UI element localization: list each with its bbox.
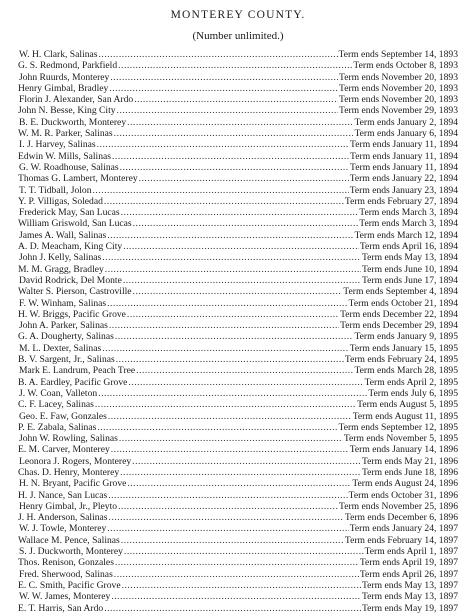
list-item	[18, 275, 458, 286]
officer-name: G. S. Redmond, Parkfield	[18, 60, 118, 72]
term-end: Term ends May 13, 1894	[361, 252, 458, 264]
term-end: Term ends January 11, 1894	[350, 139, 458, 151]
list-item	[18, 377, 458, 388]
list-item	[18, 569, 458, 580]
officer-name: Florin J. Alexander, San Ardo	[19, 94, 134, 106]
officer-name: Edwin W. Mills, Salinas	[18, 150, 112, 162]
list-item	[18, 501, 458, 512]
leader-dots	[123, 275, 361, 286]
leader-dots	[99, 49, 338, 60]
list-item	[18, 444, 458, 455]
officer-name: Leonora J. Rogers, Monterey	[19, 455, 132, 467]
list-item	[18, 207, 458, 218]
leader-dots	[107, 230, 353, 241]
term-end: Term ends December 22, 1894	[340, 308, 458, 320]
officer-name: C. F. Lacey, Salinas	[18, 399, 94, 411]
list-item	[18, 173, 458, 184]
leader-dots	[109, 83, 338, 94]
officer-name: E. T. Harris, San Ardo	[18, 602, 104, 614]
term-end: Term ends January 24, 1897	[349, 523, 458, 535]
term-end: Term ends October 31, 1896	[348, 489, 458, 501]
officer-name: G. W. Roadhouse, Salinas	[19, 161, 119, 173]
list-item	[18, 557, 458, 568]
term-end: Term ends January 2, 1894	[354, 116, 458, 128]
officer-name: John J. Kelly, Salinas	[19, 252, 102, 264]
list-item	[18, 94, 458, 105]
leader-dots	[104, 603, 361, 614]
list-item	[18, 456, 458, 467]
leader-dots	[128, 377, 363, 388]
list-item	[18, 343, 458, 354]
leader-dots	[97, 422, 337, 433]
leader-dots	[127, 309, 339, 320]
leader-dots	[114, 569, 359, 580]
term-end: Term ends June 18, 1896	[361, 466, 458, 478]
leader-dots	[93, 185, 349, 196]
leader-dots	[114, 128, 354, 139]
term-end: Term ends October 21, 1894	[348, 297, 458, 309]
officer-name: S. J. Duckworth, Monterey	[19, 546, 123, 558]
list-item	[18, 535, 458, 546]
term-end: Term ends March 28, 1895	[354, 365, 458, 377]
leader-dots	[109, 512, 344, 523]
term-end: Term ends November 29, 1893	[339, 105, 458, 117]
list-item	[18, 151, 458, 162]
list-item	[18, 309, 458, 320]
officer-name: H. W. Briggs, Pacific Grove	[18, 308, 126, 320]
officer-name: John A. Parker, Salinas	[19, 320, 108, 332]
officer-name: T. T. Tidball, Jolon	[19, 184, 92, 196]
list-item	[18, 252, 458, 263]
officer-name: H. J. Nance, San Lucas	[18, 489, 108, 501]
leader-dots	[136, 365, 353, 376]
officer-name: John Ruurds, Monterey	[19, 71, 110, 83]
officer-name: William Griswold, San Lucas	[18, 218, 132, 230]
term-end: Term ends June 10, 1894	[361, 263, 458, 275]
list-item	[18, 478, 458, 489]
term-end: Term ends April 1, 1897	[364, 546, 458, 558]
leader-dots	[133, 218, 359, 229]
term-end: Term ends May 21, 1896	[361, 455, 458, 467]
officer-name: J. H. Anderson, Salinas	[18, 512, 108, 524]
term-end: Term ends November 20, 1893	[339, 94, 458, 106]
officer-name: H. N. Bryant, Pacific Grove	[19, 478, 127, 490]
term-end: Term ends May 13, 1897	[361, 579, 458, 591]
officer-name: W. H. Clark, Salinas	[19, 49, 98, 60]
list-item	[18, 162, 458, 173]
leader-dots	[95, 399, 356, 410]
term-end: Term ends September 14, 1893	[338, 49, 458, 60]
leader-dots	[102, 252, 361, 263]
officer-name: B. A. Eardley, Pacific Grove	[18, 376, 128, 388]
leader-dots	[123, 241, 359, 252]
leader-dots	[121, 207, 359, 218]
list-item	[18, 388, 458, 399]
term-end: Term ends November 5, 1895	[343, 433, 458, 445]
officer-name: Henry Gimbal, Jr., Pleyto	[19, 500, 118, 512]
officer-name: James A. Wall, Salinas	[19, 229, 107, 241]
term-end: Term ends April 16, 1894	[359, 241, 458, 253]
officer-name: P. E. Zabala, Salinas	[18, 421, 97, 433]
leader-dots	[98, 388, 367, 399]
list-item	[18, 105, 458, 116]
term-end: Term ends May 19, 1897	[361, 602, 458, 614]
term-end: Term ends September 12, 1895	[338, 421, 458, 433]
leader-dots	[105, 264, 361, 275]
list-item	[18, 298, 458, 309]
officer-name: E. M. Carver, Monterey	[18, 444, 110, 456]
leader-dots	[118, 501, 338, 512]
officer-name: Mark E. Landrum, Peach Tree	[19, 365, 136, 377]
leader-dots	[118, 60, 352, 71]
officer-name: Henry Gimbal, Bradley	[18, 82, 109, 94]
officer-name: David Rodrick, Del Monte	[19, 274, 122, 286]
list-item	[18, 117, 458, 128]
list-item	[18, 286, 458, 297]
officer-list	[18, 49, 458, 614]
term-end: Term ends May 13, 1897	[361, 591, 458, 603]
list-item	[18, 580, 458, 591]
leader-dots	[122, 580, 361, 591]
term-end: Term ends April 19, 1897	[359, 557, 458, 569]
leader-dots	[127, 117, 353, 128]
list-item	[18, 591, 458, 602]
term-end: Term ends January 9, 1895	[354, 331, 458, 343]
leader-dots	[111, 444, 349, 455]
leader-dots	[120, 162, 349, 173]
list-item	[18, 320, 458, 331]
list-item	[18, 433, 458, 444]
leader-dots	[119, 433, 343, 444]
officer-name: Frederick May, San Lucas	[19, 207, 120, 219]
list-item	[18, 241, 458, 252]
list-item	[18, 603, 458, 614]
leader-dots	[115, 331, 354, 342]
leader-dots	[112, 151, 349, 162]
term-end: Term ends March 3, 1894	[359, 218, 458, 230]
leader-dots	[139, 173, 349, 184]
list-item	[18, 399, 458, 410]
list-item	[18, 230, 458, 241]
officer-name: I. J. Harvey, Salinas	[19, 139, 96, 151]
list-item	[18, 546, 458, 557]
leader-dots	[111, 591, 361, 602]
leader-dots	[104, 196, 344, 207]
leader-dots	[97, 139, 349, 150]
term-end: Term ends March 3, 1894	[359, 207, 458, 219]
term-end: Term ends November 25, 1896	[339, 500, 458, 512]
leader-dots	[116, 354, 344, 365]
officer-name: B. E. Duckworth, Monterey	[19, 116, 127, 128]
officer-name: W. M. R. Parker, Salinas	[18, 128, 113, 140]
term-end: Term ends August 11, 1895	[352, 410, 458, 422]
leader-dots	[127, 478, 351, 489]
term-end: Term ends January 15, 1895	[349, 342, 458, 354]
term-end: Term ends August 5, 1895	[357, 399, 458, 411]
term-end: Term ends July 6, 1895	[368, 387, 458, 399]
officer-name: Fred. Sherwood, Salinas	[19, 568, 113, 580]
officer-name: M. L. Dexter, Salinas	[19, 342, 102, 354]
term-end: Term ends September 4, 1894	[343, 286, 458, 298]
term-end: Term ends January 22, 1894	[349, 173, 458, 185]
list-item	[18, 523, 458, 534]
leader-dots	[107, 298, 347, 309]
officer-name: Y. P. Villigas, Soledad	[18, 195, 103, 207]
term-end: Term ends February 27, 1894	[344, 195, 458, 207]
list-item	[18, 218, 458, 229]
list-item	[18, 196, 458, 207]
leader-dots	[108, 411, 352, 422]
list-item	[18, 60, 458, 71]
term-end: Term ends October 8, 1893	[353, 60, 458, 72]
leader-dots	[120, 467, 361, 478]
term-end: Term ends April 2, 1895	[364, 376, 458, 388]
officer-name: Walter S. Pierson, Castroville	[18, 286, 132, 298]
term-end: Term ends January 11, 1894	[350, 161, 458, 173]
officer-name: Chas. D. Henry, Monterey	[18, 466, 120, 478]
list-item	[18, 83, 458, 94]
list-item	[18, 139, 458, 150]
term-end: Term ends January 11, 1894	[350, 150, 458, 162]
term-end: Term ends January 23, 1894	[349, 184, 458, 196]
officer-name: B. V. Sargent, Jr., Salinas	[18, 354, 115, 366]
list-item	[18, 128, 458, 139]
officer-name: John W. Rowling, Salinas	[19, 433, 118, 445]
term-end: Term ends August 24, 1896	[352, 478, 458, 490]
count-note: (Number unlimited.)	[192, 30, 284, 42]
officer-name: W. J. Towle, Monterey	[19, 523, 107, 535]
officer-name: Thomas G. Lambert, Monterey	[18, 173, 138, 185]
list-item	[18, 49, 458, 60]
term-end: Term ends March 12, 1894	[354, 229, 458, 241]
leader-dots	[107, 523, 348, 534]
officer-name: Geo. E. Faw, Gonzales	[19, 410, 107, 422]
leader-dots	[132, 456, 361, 467]
list-item	[18, 411, 458, 422]
term-end: Term ends November 20, 1893	[339, 71, 458, 83]
list-item	[18, 72, 458, 83]
officer-name: Wallace M. Pence, Salinas	[18, 534, 120, 546]
term-end: Term ends December 29, 1894	[340, 320, 458, 332]
leader-dots	[134, 94, 338, 105]
list-item	[18, 185, 458, 196]
leader-dots	[121, 535, 344, 546]
list-item	[18, 422, 458, 433]
term-end: Term ends April 26, 1897	[359, 568, 458, 580]
term-end: Term ends February 24, 1895	[344, 354, 458, 366]
officer-name: F. W. Winham, Salinas	[19, 297, 107, 309]
list-item	[18, 264, 458, 275]
leader-dots	[124, 546, 364, 557]
term-end: Term ends November 20, 1893	[339, 82, 458, 94]
officer-name: J. W. Coan, Valleton	[19, 387, 98, 399]
term-end: Term ends December 6, 1896	[344, 512, 458, 524]
officer-name: Thos. Renison, Gonzales	[18, 557, 114, 569]
term-end: Term ends January 14, 1896	[349, 444, 458, 456]
term-end: Term ends June 17, 1894	[361, 274, 458, 286]
leader-dots	[133, 286, 343, 297]
officer-name: M. M. Gragg, Bradley	[18, 263, 104, 275]
list-item	[18, 512, 458, 523]
officer-name: John N. Besse, King City	[18, 105, 116, 117]
leader-dots	[117, 105, 338, 116]
list-item	[18, 354, 458, 365]
officer-name: A. D. Meacham, King City	[18, 241, 123, 253]
list-item	[18, 331, 458, 342]
term-end: Term ends February 14, 1897	[344, 534, 458, 546]
leader-dots	[115, 557, 359, 568]
leader-dots	[110, 72, 338, 83]
list-item	[18, 490, 458, 501]
list-item	[18, 467, 458, 478]
leader-dots	[102, 343, 348, 354]
officer-name: G. A. Dougherty, Salinas	[18, 331, 114, 343]
officer-name: W. W. James, Monterey	[19, 591, 111, 603]
term-end: Term ends January 6, 1894	[354, 128, 458, 140]
leader-dots	[109, 320, 339, 331]
leader-dots	[108, 490, 347, 501]
list-item	[18, 365, 458, 376]
county-title: MONTEREY COUNTY.	[170, 9, 306, 21]
officer-name: E. C. Smith, Pacific Grove	[18, 579, 121, 591]
